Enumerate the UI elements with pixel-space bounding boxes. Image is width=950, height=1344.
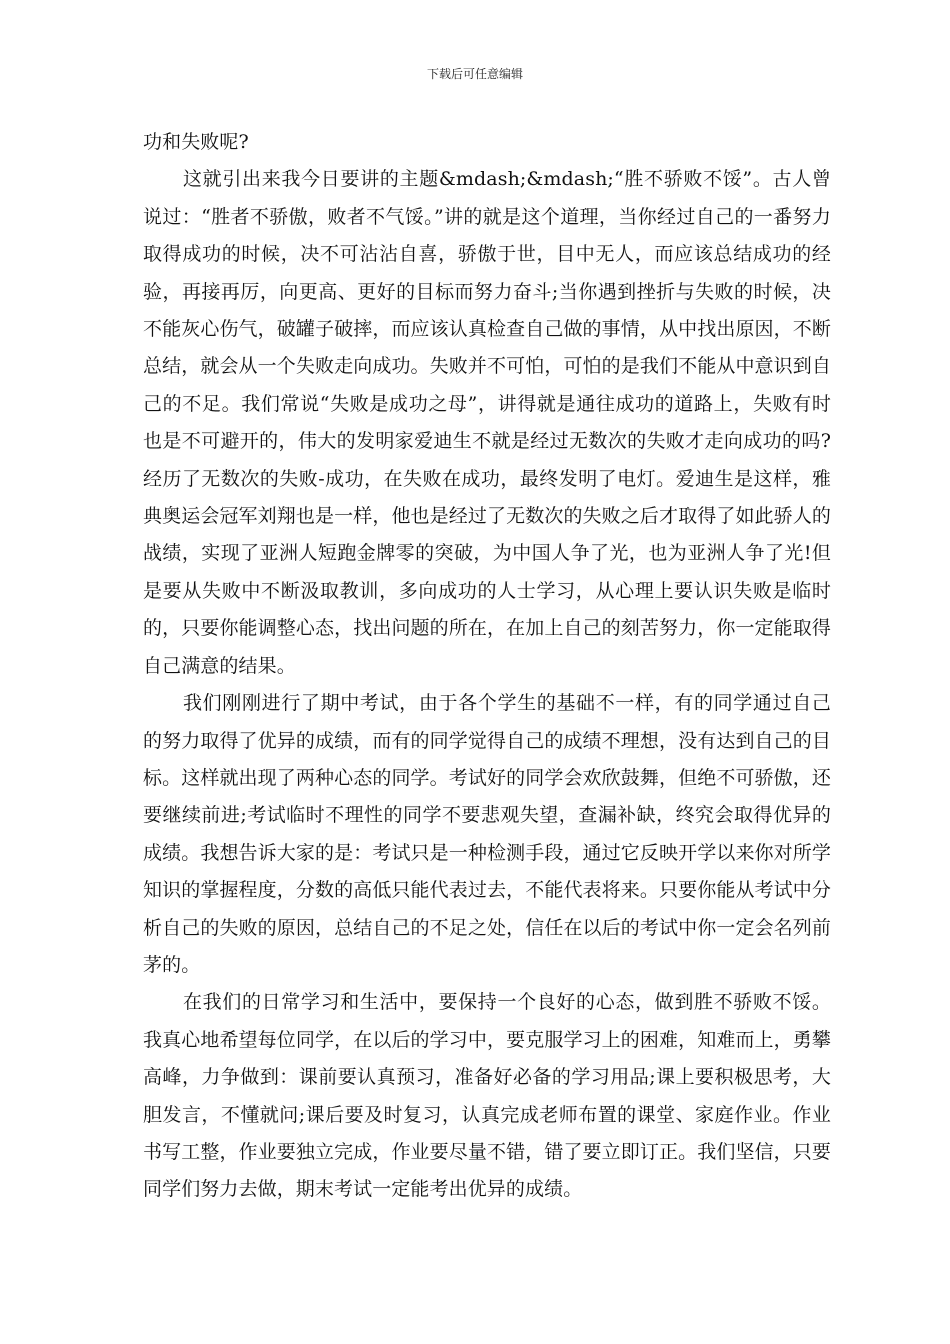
page-header: 下载后可任意编辑	[426, 67, 523, 81]
paragraph-3: 我们刚刚进行了期中考试，由于各个学生的基础不一样，有的同学通过自己的努力取得了优异的成绩，而有的同学觉得自己的成绩不理想，没有达到自己的目标。这样就出现了两种心态的同学。考试好的同学会欢欣鼓舞，但绝不可骄傲，还要继续前进;考试临时不理性的同学不要悲观失望，查漏补缺，终究会取得优异的成绩。我想告诉大家的是：考试只是一种检测手段，通过它反映开学以来你对所学知识的掌握程度，分数的高低只能代表过去，不能代表将来。只要你能从考试中分析自己的失败的原因，总结自己的不足之处，信任在以后的考试中你一定会名列前茅的。	[143, 692, 831, 976]
document-body	[143, 124, 831, 1209]
paragraph-4: 在我们的日常学习和生活中，要保持一个良好的心态，做到胜不骄败不馁。我真心地希望每位同学，在以后的学习中，要克服学习上的困难，知难而上，勇攀高峰，力争做到：课前要认真预习，准备好必备的学习用品;课上要积极思考，大胆发言，不懂就问;课后要及时复习，认真完成老师布置的课堂、家庭作业。作业书写工整，作业要独立完成，作业要尽量不错，错了要立即订正。我们坚信，只要同学们努力去做，期末考试一定能考出优异的成绩。	[143, 991, 831, 1201]
paragraph-2: 这就引出来我今日要讲的主题&mdash;&mdash;“胜不骄败不馁”。古人曾说过：“胜者不骄傲，败者不气馁。”讲的就是这个道理，当你经过自己的一番努力取得成功的时候，决不可沾沾自喜，骄傲于世，目中无人，而应该总结成功的经验，再接再厉，向更高、更好的目标而努力奋斗;当你遇到挫折与失败的时候，决不能灰心伤气，破罐子破摔，而应该认真检查自己做的事情，从中找出原因，不断总结，就会从一个失败走向成功。失败并不可怕，可怕的是我们不能从中意识到自己的不足。我们常说“失败是成功之母”，讲得就是通往成功的道路上，失败有时也是不可避开的，伟大的发明家爱迪生不就是经过无数次的失败才走向成功的吗?经历了无数次的失败-成功，在失败在成功，最终发明了电灯。爱迪生是这样，雅典奥运会冠军刘翔也是一样，他也是经过了无数次的失败之后才取得了如此骄人的战绩，实现了亚洲人短跑金牌零的突破，为中国人争了光，也为亚洲人争了光!但是要从失败中不断汲取教训，多向成功的人士学习，从心理上要认识失败是临时的，只要你能调整心态，找出问题的所在，在加上自己的刻苦努力，你一定能取得自己满意的结果。	[143, 168, 831, 677]
paragraph-1: 功和失败呢?	[143, 131, 249, 153]
